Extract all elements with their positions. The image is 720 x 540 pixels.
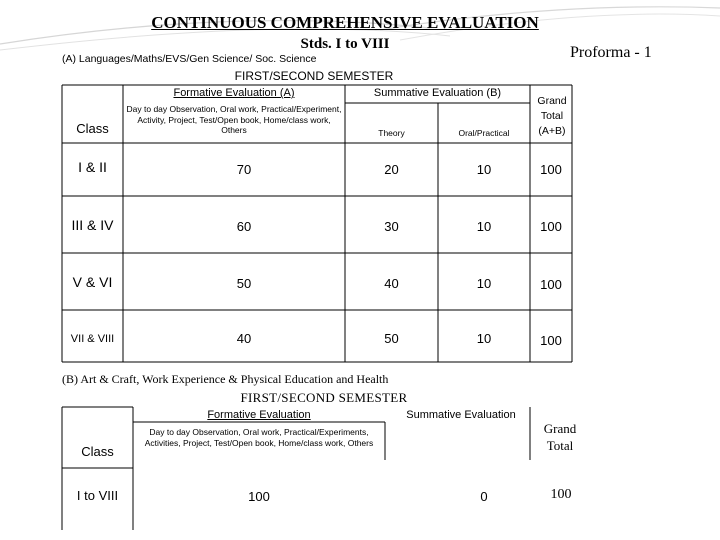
table1-header-theory: Theory [378, 128, 405, 138]
table2-header-summative: Summative Evaluation [406, 409, 516, 421]
row-class: I to VIII [76, 488, 119, 503]
table2-formative-description: Day to day Observation, Oral work, Practical/Experiments, Activities, Project, Test/Open book, Home/class work, Others [144, 427, 374, 448]
row-summative: 0 [480, 489, 488, 504]
row-formative: 70 [236, 162, 252, 177]
semester-label-2: FIRST/SECOND SEMESTER [240, 390, 408, 405]
table1-formative-description: Day to day Observation, Oral work, Practical/Experiment, Activity, Project, Test/Open book, Home/class work, Others [126, 104, 342, 135]
row-class: I & II [78, 159, 107, 175]
row-total: 100 [540, 333, 562, 348]
row-oral: 10 [476, 276, 492, 291]
row-formative: 40 [236, 331, 252, 346]
row-class: III & IV [71, 217, 114, 233]
row-total: 100 [540, 162, 562, 177]
row-theory: 20 [384, 162, 399, 177]
proforma-label: Proforma - 1 [570, 44, 652, 61]
row-total: 100 [550, 487, 572, 502]
semester-label: FIRST/SECOND SEMESTER [234, 69, 394, 83]
row-oral: 10 [476, 219, 492, 234]
table2-header-class: Class [81, 444, 114, 459]
table1-header-grand-total: Grand Total (A+B) [537, 95, 567, 137]
row-class: VII & VIII [70, 333, 115, 345]
page-title: CONTINUOUS COMPREHENSIVE EVALUATION [151, 13, 539, 32]
row-theory: 40 [384, 276, 399, 291]
row-total: 100 [540, 277, 562, 292]
row-class: V & VI [72, 274, 113, 290]
subject-list: (A) Languages/Maths/EVS/Gen Science/ Soc. Science [62, 53, 317, 65]
table2-header-formative: Formative Evaluation [207, 409, 311, 421]
page-subtitle-standards: Stds. I to VIII [300, 36, 390, 52]
row-formative: 50 [236, 276, 252, 291]
table1-header-oral-practical: Oral/Practical [458, 128, 510, 138]
section-b-heading: (B) Art & Craft, Work Experience & Physical Education and Health [62, 372, 389, 386]
table1-header-class: Class [76, 121, 109, 136]
row-theory: 30 [384, 219, 399, 234]
row-theory: 50 [384, 331, 399, 346]
table2-header-grand-total: Grand Total [543, 421, 577, 453]
table1-header-summative: Summative Evaluation (B) [373, 87, 502, 99]
row-total: 100 [540, 219, 562, 234]
row-oral: 10 [476, 331, 492, 346]
row-oral: 10 [476, 162, 492, 177]
table1-header-formative: Formative Evaluation (A) [173, 87, 295, 99]
row-formative: 60 [236, 219, 252, 234]
row-formative: 100 [248, 489, 270, 504]
